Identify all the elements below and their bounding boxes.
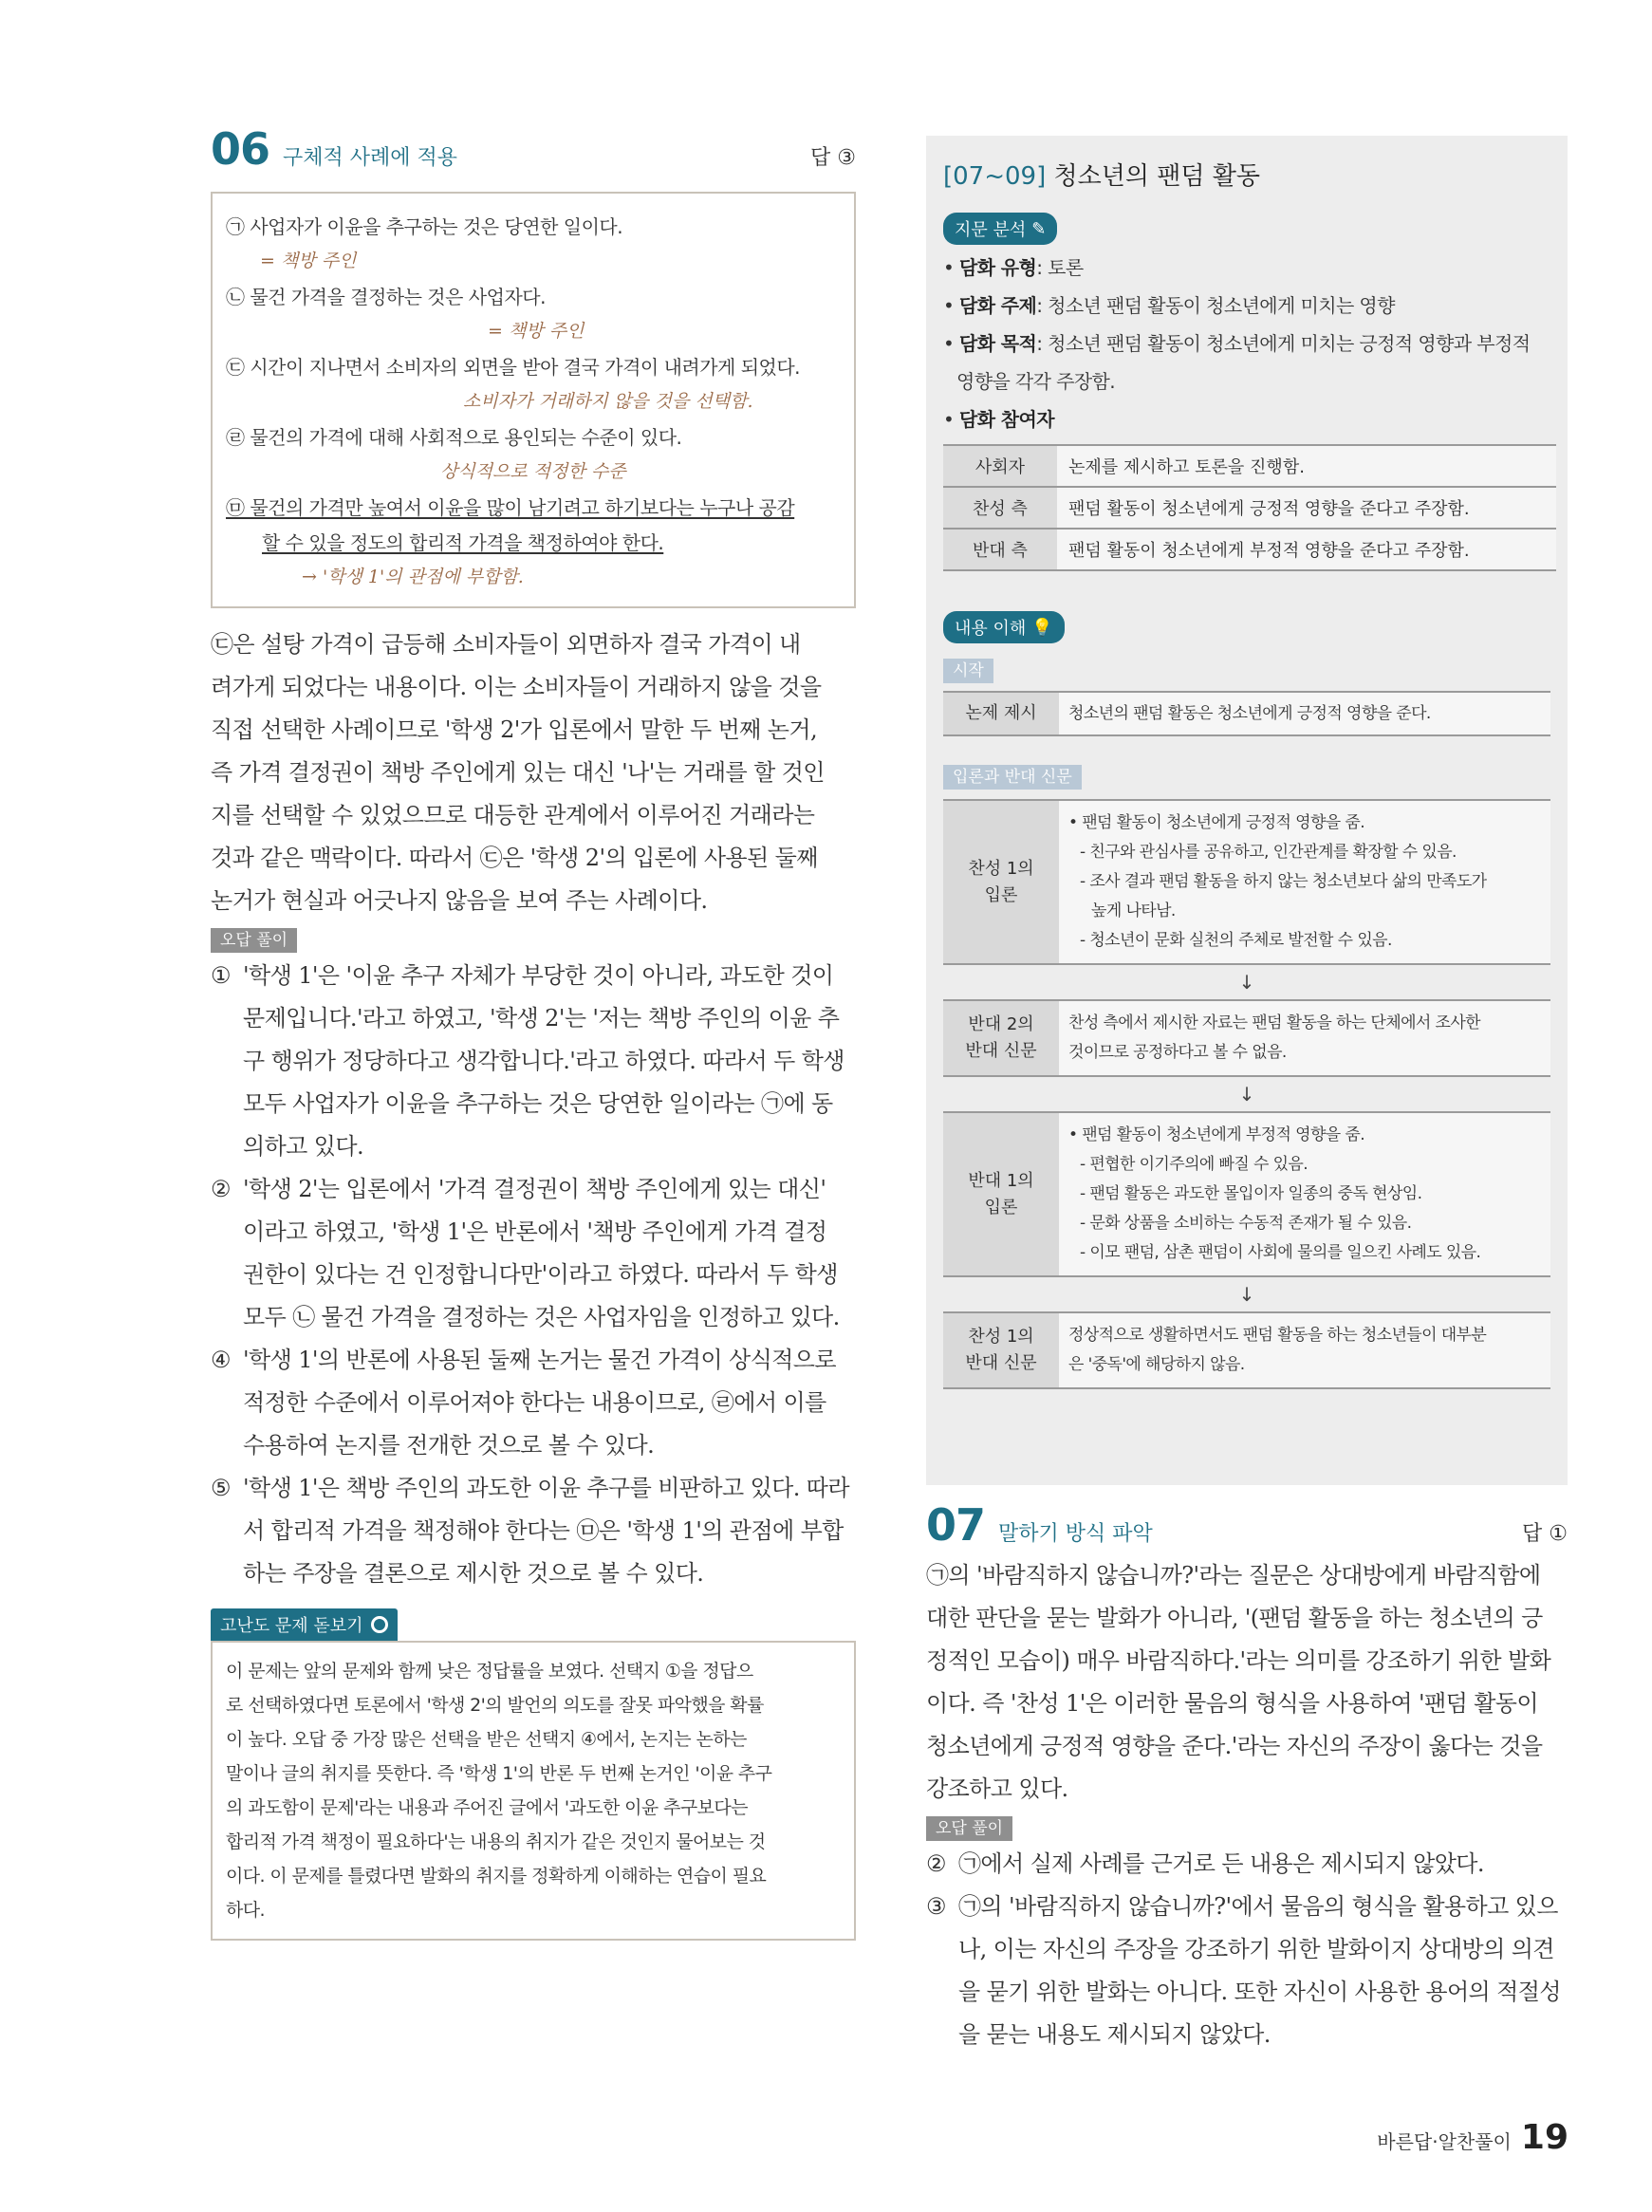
- content-badge-label: 내용 이해: [955, 619, 1027, 639]
- bullet-purpose: • 담화 목적: 청소년 팬덤 활동이 청소년에게 미치는 긍정적 영향과 부정적: [943, 332, 1531, 355]
- explanation-line: 즉 가격 결정권이 책방 주인에게 있는 대신 '나'는 거래를 할 것인: [211, 759, 825, 786]
- difficult-question-box: [211, 1608, 856, 1941]
- item-line: 나, 이는 자신의 주장을 강조하기 위한 발화이지 상대방의 의견: [958, 1936, 1554, 1962]
- sentence-4: ㉣ 물건의 가격에 대해 사회적으로 용인되는 수준이 있다.: [226, 425, 682, 449]
- flow-step: [943, 1111, 1550, 1277]
- down-arrow-icon: ↓: [1238, 1283, 1255, 1306]
- explanation-line: 것과 같은 맥락이다. 따라서 ㉢은 '학생 2'의 입론에 사용된 둘째: [211, 845, 818, 871]
- role-cell: 사회자: [943, 445, 1057, 487]
- analysis-badge-label: 지문 분석: [955, 220, 1027, 240]
- page-number: 19: [1520, 2118, 1568, 2157]
- answer-label: 답 ①: [1522, 1522, 1568, 1546]
- step-type: 입론: [984, 1197, 1018, 1218]
- table-row: [943, 529, 1556, 570]
- step-line: - 팬덤 활동은 과도한 몰입이자 일종의 중독 현상임.: [1080, 1184, 1422, 1203]
- sentence-2-note: = 책방 주인: [488, 321, 585, 342]
- sentence-5a: ㉤ 물건의 가격만 높여서 이윤을 많이 남기려고 하기보다는 누구나 공감: [226, 495, 795, 519]
- role-cell: 반대 측: [943, 529, 1057, 570]
- item-line: 모두 사업자가 이윤을 추구하는 것은 당연한 일이라는 ㉠에 동: [243, 1090, 833, 1117]
- debate-tag: 입론과 반대 신문: [943, 765, 1082, 790]
- lightbulb-icon: 💡: [1031, 617, 1053, 638]
- hard-line: 로 선택하였다면 토론에서 '학생 2'의 발언의 의도를 잘못 파악했을 확률: [226, 1695, 764, 1716]
- pencil-icon: ✎: [1031, 218, 1047, 239]
- step-line: • 팬덤 활동이 청소년에게 긍정적 영향을 줌.: [1068, 813, 1365, 832]
- choice-mark: ①: [211, 962, 231, 989]
- desc-cell: 팬덤 활동이 청소년에게 부정적 영향을 준다고 주장함.: [1057, 529, 1556, 570]
- item-line: 수용하여 논지를 전개한 것으로 볼 수 있다.: [243, 1432, 655, 1459]
- step-line: 은 '중독'에 해당하지 않음.: [1068, 1355, 1245, 1374]
- item-line: 이라고 하였고, '학생 1'은 반론에서 '책방 주인에게 가격 결정: [243, 1218, 827, 1245]
- bullet-participants: • 담화 참여자: [943, 408, 1054, 431]
- step-line: - 이모 팬덤, 삼촌 팬덤이 사회에 물의를 일으킨 사례도 있음.: [1080, 1243, 1481, 1262]
- wrong-item: [211, 1168, 856, 1339]
- explanation-line: 논거가 현실과 어긋나지 않음을 보여 주는 사례이다.: [211, 887, 708, 914]
- explanation-line: 청소년에게 긍정적 영향을 준다.'라는 자신의 주장이 옳다는 것을: [926, 1733, 1543, 1759]
- page-footer: [1377, 2118, 1568, 2157]
- answer-label: 답 ③: [810, 146, 856, 170]
- sentence-4-note: 상식적으로 적정한 수준: [440, 461, 626, 482]
- wrong-item: [211, 1467, 856, 1595]
- item-line: ㉠의 '바람직하지 않습니까?'에서 물음의 형식을 활용하고 있으: [958, 1893, 1558, 1920]
- down-arrow-icon: ↓: [1238, 971, 1255, 994]
- debate-flow: [943, 799, 1550, 1389]
- hard-line: 이다. 이 문제를 틀렸다면 발화의 취지를 정확하게 이해하는 연습이 필요: [226, 1866, 767, 1887]
- item-line: 구 행위가 정당하다고 생각합니다.'라고 하였다. 따라서 두 학생: [243, 1048, 845, 1074]
- wrong-answer-tag: 오답 풀이: [926, 1816, 1012, 1841]
- step-speaker: 찬성 1의: [968, 1327, 1034, 1347]
- passage-analysis-panel: [926, 136, 1568, 1485]
- analysis-bullets: [943, 249, 1550, 438]
- explanation-line: 대한 판단을 묻는 발화가 아니라, '(팬덤 활동을 하는 청소년의 긍: [926, 1605, 1543, 1631]
- sentence-5-note: → '학생 1'의 관점에 부합함.: [302, 567, 524, 587]
- choice-mark: ⑤: [211, 1475, 231, 1501]
- topic-row: [943, 691, 1550, 736]
- bullet-purpose-cont: 영향을 각각 주장함.: [956, 370, 1116, 393]
- magnifier-icon: [371, 1616, 388, 1633]
- sentence-2: ㉡ 물건 가격을 결정하는 것은 사업자다.: [226, 285, 546, 308]
- question-07: [926, 1499, 1568, 2056]
- book-title: 바른답·알찬풀이: [1377, 2130, 1512, 2153]
- step-line: - 문화 상품을 소비하는 수동적 존재가 될 수 있음.: [1080, 1214, 1412, 1233]
- question-range: [07~09]: [943, 162, 1047, 191]
- explanation-line: 려가게 되었다는 내용이다. 이는 소비자들이 거래하지 않을 것을: [211, 674, 822, 700]
- item-line: 권한이 있다는 건 인정합니다만'이라고 하였다. 따라서 두 학생: [243, 1261, 838, 1288]
- topic-key: 논제 제시: [943, 693, 1059, 734]
- table-row: [943, 445, 1556, 487]
- topic-value: 청소년의 팬덤 활동은 청소년에게 긍정적 영향을 준다.: [1068, 703, 1431, 723]
- content-badge: [943, 611, 1065, 643]
- step-line: - 청소년이 문화 실천의 주체로 발전할 수 있음.: [1080, 931, 1392, 950]
- wrong-answer-tag: 오답 풀이: [211, 928, 297, 953]
- step-line: - 편협한 이기주의에 빠질 수 있음.: [1080, 1155, 1309, 1174]
- step-type: 반대 신문: [965, 1353, 1037, 1373]
- question-07-header: [926, 1499, 1568, 1551]
- choice-mark: ②: [926, 1850, 946, 1877]
- step-speaker: 찬성 1의: [968, 858, 1034, 879]
- wrong-item: [211, 1339, 856, 1467]
- desc-cell: 논제를 제시하고 토론을 진행함.: [1057, 445, 1556, 487]
- item-line: 을 묻기 위한 발화는 아니다. 또한 자신이 사용한 용어의 적절성: [958, 1979, 1561, 2005]
- role-cell: 찬성 측: [943, 487, 1057, 529]
- item-line: '학생 2'는 입론에서 '가격 결정권이 책방 주인에게 있는 대신': [243, 1176, 826, 1202]
- start-tag: 시작: [943, 659, 993, 683]
- sentence-3-note: 소비자가 거래하지 않을 것을 선택함.: [463, 391, 753, 412]
- item-line: 모두 ㉡ 물건 가격을 결정하는 것은 사업자임을 인정하고 있다.: [243, 1304, 840, 1330]
- sentence-1-note: = 책방 주인: [260, 251, 357, 271]
- difficult-question-header: [211, 1608, 398, 1641]
- wrong-item: [926, 1843, 1568, 1886]
- sentence-3: ㉢ 시간이 지나면서 소비자의 외면을 받아 결국 가격이 내려가게 되었다.: [226, 355, 801, 379]
- choice-mark: ④: [211, 1347, 231, 1373]
- flow-step: [943, 999, 1550, 1077]
- bullet-type: • 담화 유형: 토론: [943, 256, 1084, 279]
- annotated-sentences-box: [211, 192, 856, 608]
- item-line: 하는 주장을 결론으로 제시한 것으로 볼 수 있다.: [243, 1560, 704, 1587]
- item-line: 을 묻는 내용도 제시되지 않았다.: [958, 2021, 1271, 2048]
- hard-line: 하다.: [226, 1900, 265, 1921]
- item-line: '학생 1'은 책방 주인의 과도한 이윤 추구를 비판하고 있다. 따라: [243, 1475, 849, 1501]
- step-line: - 조사 결과 팬덤 활동을 하지 않는 청소년보다 삶의 만족도가: [1080, 872, 1487, 891]
- wrong-item: [926, 1886, 1568, 2056]
- explanation-06: [211, 623, 856, 922]
- step-type: 반대 신문: [965, 1041, 1037, 1061]
- step-speaker: 반대 1의: [968, 1170, 1034, 1191]
- step-type: 입론: [984, 884, 1018, 905]
- step-line: 정상적으로 생활하면서도 팬덤 활동을 하는 청소년들이 대부분: [1068, 1326, 1487, 1345]
- participants-table: [943, 444, 1556, 571]
- item-line: 문제입니다.'라고 하였고, '학생 2'는 '저는 책방 주인의 이윤 추: [243, 1005, 840, 1032]
- explanation-line: ㉠의 '바람직하지 않습니까?'라는 질문은 상대방에게 바람직함에: [926, 1562, 1541, 1589]
- item-line: '학생 1'은 '이윤 추구 자체가 부당한 것이 아니라, 과도한 것이: [243, 962, 834, 989]
- down-arrow-icon: ↓: [1238, 1083, 1255, 1106]
- item-line: 서 합리적 가격을 책정해야 한다는 ㉤은 '학생 1'의 관점에 부합: [243, 1517, 844, 1544]
- wrong-answers-07: [926, 1843, 1568, 2056]
- bullet-topic: • 담화 주제: 청소년 팬덤 활동이 청소년에게 미치는 영향: [943, 294, 1395, 317]
- step-speaker: 반대 2의: [968, 1014, 1034, 1034]
- explanation-line: 강조하고 있다.: [926, 1775, 1068, 1802]
- flow-step: [943, 799, 1550, 965]
- question-type: 말하기 방식 파악: [998, 1522, 1153, 1546]
- hard-line: 의 과도함이 문제'라는 내용과 주어진 글에서 '과도한 이윤 추구보다는: [226, 1797, 748, 1818]
- question-type: 구체적 사례에 적용: [283, 146, 458, 170]
- step-line: 높게 나타남.: [1091, 902, 1176, 920]
- question-number: 07: [926, 1499, 986, 1551]
- question-number: 06: [211, 123, 270, 175]
- analysis-badge: [943, 213, 1057, 245]
- explanation-line: 이다. 즉 '찬성 1'은 이러한 물음의 형식을 사용하여 '팬덤 활동이: [926, 1690, 1538, 1717]
- choice-mark: ③: [926, 1893, 946, 1920]
- flow-step: [943, 1311, 1550, 1389]
- panel-title: [943, 157, 1550, 192]
- hard-line: 이 높다. 오답 중 가장 많은 선택을 받은 선택지 ④에서, 논지는 논하는: [226, 1729, 747, 1750]
- step-line: 찬성 측에서 제시한 자료는 팬덤 활동을 하는 단체에서 조사한: [1068, 1013, 1480, 1032]
- table-row: [943, 487, 1556, 529]
- sentence-5b: 할 수 있을 정도의 합리적 가격을 책정하여야 한다.: [262, 530, 664, 554]
- choice-mark: ②: [211, 1176, 231, 1202]
- wrong-item: [211, 955, 856, 1168]
- explanation-line: ㉢은 설탕 가격이 급등해 소비자들이 외면하자 결국 가격이 내: [211, 631, 801, 658]
- hard-line: 이 문제는 앞의 문제와 함께 낮은 정답률을 보였다. 선택지 ①을 정답으: [226, 1661, 753, 1682]
- left-column: [211, 123, 856, 1941]
- explanation-07: [926, 1554, 1568, 1811]
- explanation-line: 정적인 모습이) 매우 바람직하다.'라는 의미를 강조하기 위한 발화: [926, 1647, 1551, 1674]
- item-line: 의하고 있다.: [243, 1133, 363, 1160]
- item-line: '학생 1'의 반론에 사용된 둘째 논거는 물건 가격이 상식적으로: [243, 1347, 836, 1373]
- item-line: ㉠에서 실제 사례를 근거로 든 내용은 제시되지 않았다.: [958, 1850, 1484, 1877]
- hard-line: 합리적 가격 책정이 필요하다'는 내용의 취지가 같은 것인지 물어보는 것: [226, 1831, 766, 1852]
- passage-title: 청소년의 팬덤 활동: [1053, 162, 1260, 191]
- step-line: - 친구와 관심사를 공유하고, 인간관계를 확장할 수 있음.: [1080, 843, 1457, 862]
- item-line: 적정한 수준에서 이루어져야 한다는 내용이므로, ㉣에서 이를: [243, 1389, 826, 1416]
- wrong-answers-06: [211, 955, 856, 1595]
- difficult-question-label: 고난도 문제 돋보기: [220, 1616, 363, 1636]
- explanation-line: 지를 선택할 수 있었으므로 대등한 관계에서 이루어진 거래라는: [211, 802, 815, 828]
- step-line: 것이므로 공정하다고 볼 수 없음.: [1068, 1043, 1287, 1062]
- explanation-line: 직접 선택한 사례이므로 '학생 2'가 입론에서 말한 두 번째 논거,: [211, 716, 817, 743]
- desc-cell: 팬덤 활동이 청소년에게 긍정적 영향을 준다고 주장함.: [1057, 487, 1556, 529]
- hard-line: 말이나 글의 취지를 뜻한다. 즉 '학생 1'의 반론 두 번째 논거인 '이윤 추구: [226, 1763, 772, 1784]
- step-line: • 팬덤 활동이 청소년에게 부정적 영향을 줌.: [1068, 1125, 1365, 1144]
- question-06-header: [211, 123, 856, 175]
- sentence-1: ㉠ 사업자가 이윤을 추구하는 것은 당연한 일이다.: [226, 214, 623, 238]
